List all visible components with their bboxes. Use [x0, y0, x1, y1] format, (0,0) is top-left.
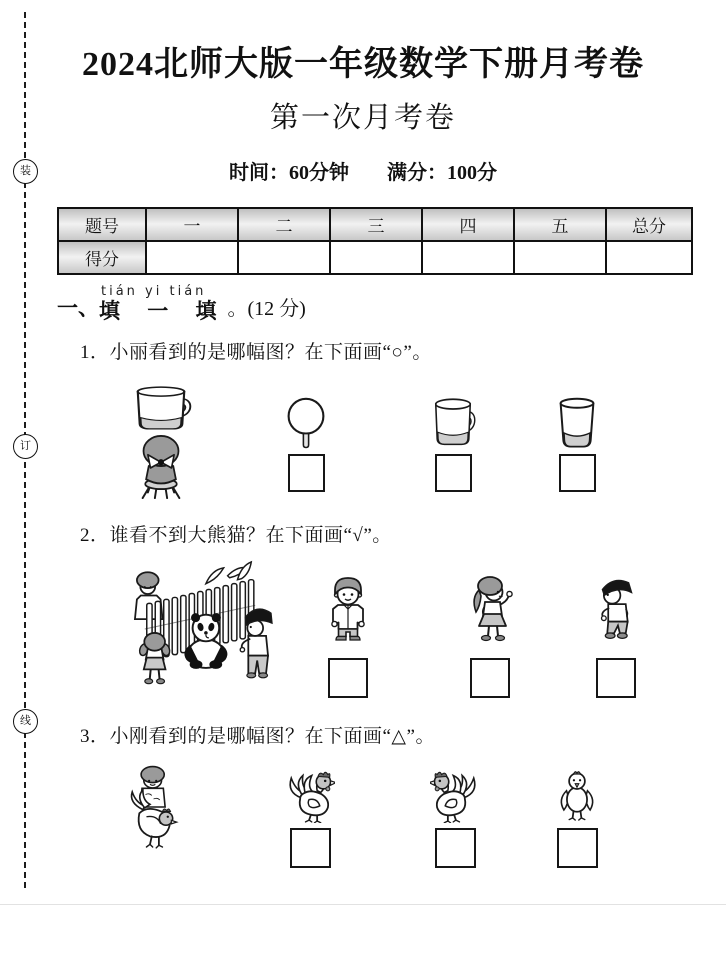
section-number: 一、	[57, 295, 99, 320]
answer-box[interactable]	[290, 828, 331, 868]
q1-stimulus	[130, 385, 192, 499]
boy-front-icon	[323, 574, 373, 642]
rooster-front-icon	[556, 769, 598, 823]
page-bottom-rule	[0, 904, 726, 905]
exam-full-score: 满分：100分	[387, 161, 497, 184]
question-3-figures	[0, 763, 726, 867]
rooster-left-icon	[430, 769, 480, 823]
header-cell-5: 五	[514, 208, 606, 241]
score-table	[57, 207, 693, 275]
answer-box[interactable]	[557, 828, 598, 868]
q3-option-b	[415, 763, 495, 868]
q3-option-a	[270, 763, 350, 868]
answer-box[interactable]	[470, 658, 510, 698]
question-2-text: 2．谁看不到大熊猫？在下面画“√”。	[80, 524, 392, 546]
q1-option-a	[266, 385, 346, 492]
binding-char-label: 装	[20, 165, 31, 177]
header-cell-4: 四	[422, 208, 514, 241]
page-title: 2024北师大版一年级数学下册月考卷	[82, 46, 644, 83]
girl-ponytail-icon	[466, 574, 514, 642]
score-cell[interactable]	[146, 241, 238, 274]
score-table-score-row	[58, 241, 692, 274]
answer-box[interactable]	[559, 454, 596, 492]
binding-char-xian	[13, 709, 38, 734]
q3-option-c	[537, 763, 617, 868]
header-cell-2: 二	[238, 208, 330, 241]
score-cell[interactable]	[238, 241, 330, 274]
q2-option-c	[576, 558, 656, 698]
score-cell-total[interactable]	[606, 241, 692, 274]
score-cell[interactable]	[514, 241, 606, 274]
section-title: 填 一 填	[99, 298, 228, 323]
boy-behind-rooster-icon	[118, 763, 182, 851]
answer-box[interactable]	[288, 454, 325, 492]
header-cell-total: 总分	[606, 208, 692, 241]
q2-stimulus-panda-scene	[110, 558, 290, 698]
question-3-text: 3．小刚看到的是哪幅图？在下面画“△”。	[80, 725, 435, 747]
binding-char-label: 线	[20, 715, 31, 727]
boy-black-hat-icon	[593, 574, 639, 642]
answer-box[interactable]	[328, 658, 368, 698]
row-label-defen: 得分	[58, 241, 146, 274]
q1-option-b	[413, 385, 493, 492]
answer-box[interactable]	[435, 828, 476, 868]
score-cell[interactable]	[422, 241, 514, 274]
section-points: 。(12 分)	[227, 297, 306, 320]
q2-option-a	[308, 558, 388, 698]
answer-box[interactable]	[596, 658, 636, 698]
header-cell-tihao: 题号	[58, 208, 146, 241]
binding-char-zhuang	[13, 159, 38, 184]
mug-side-icon	[130, 385, 192, 435]
rooster-right-icon	[285, 769, 335, 823]
answer-box[interactable]	[435, 454, 472, 492]
header-cell-1: 一	[146, 208, 238, 241]
cup-no-handle-icon	[557, 397, 597, 451]
question-1-text: 1．小丽看到的是哪幅图？在下面画“○”。	[80, 341, 432, 363]
binding-char-ding	[13, 434, 38, 459]
score-table-header-row	[58, 208, 692, 241]
question-2-figures	[0, 558, 726, 698]
section-1-heading	[57, 285, 726, 322]
binding-char-label: 订	[20, 440, 31, 452]
q2-option-b	[450, 558, 530, 698]
mug-side-view-icon	[430, 397, 476, 451]
exam-time: 时间：60分钟	[229, 161, 349, 184]
girl-on-stool-back-icon	[133, 435, 189, 499]
q1-option-c	[537, 385, 617, 492]
panda-bamboo-fence-icon	[110, 558, 290, 698]
section-ruby	[99, 285, 228, 322]
page-subtitle: 第一次月考卷	[269, 101, 456, 134]
header-cell-3: 三	[330, 208, 422, 241]
section-pinyin: tián yi tián	[101, 283, 207, 299]
score-cell[interactable]	[330, 241, 422, 274]
q3-stimulus	[118, 763, 182, 851]
exam-meta	[0, 160, 726, 186]
question-1-figures	[0, 385, 726, 507]
mug-top-view-icon	[286, 397, 326, 451]
